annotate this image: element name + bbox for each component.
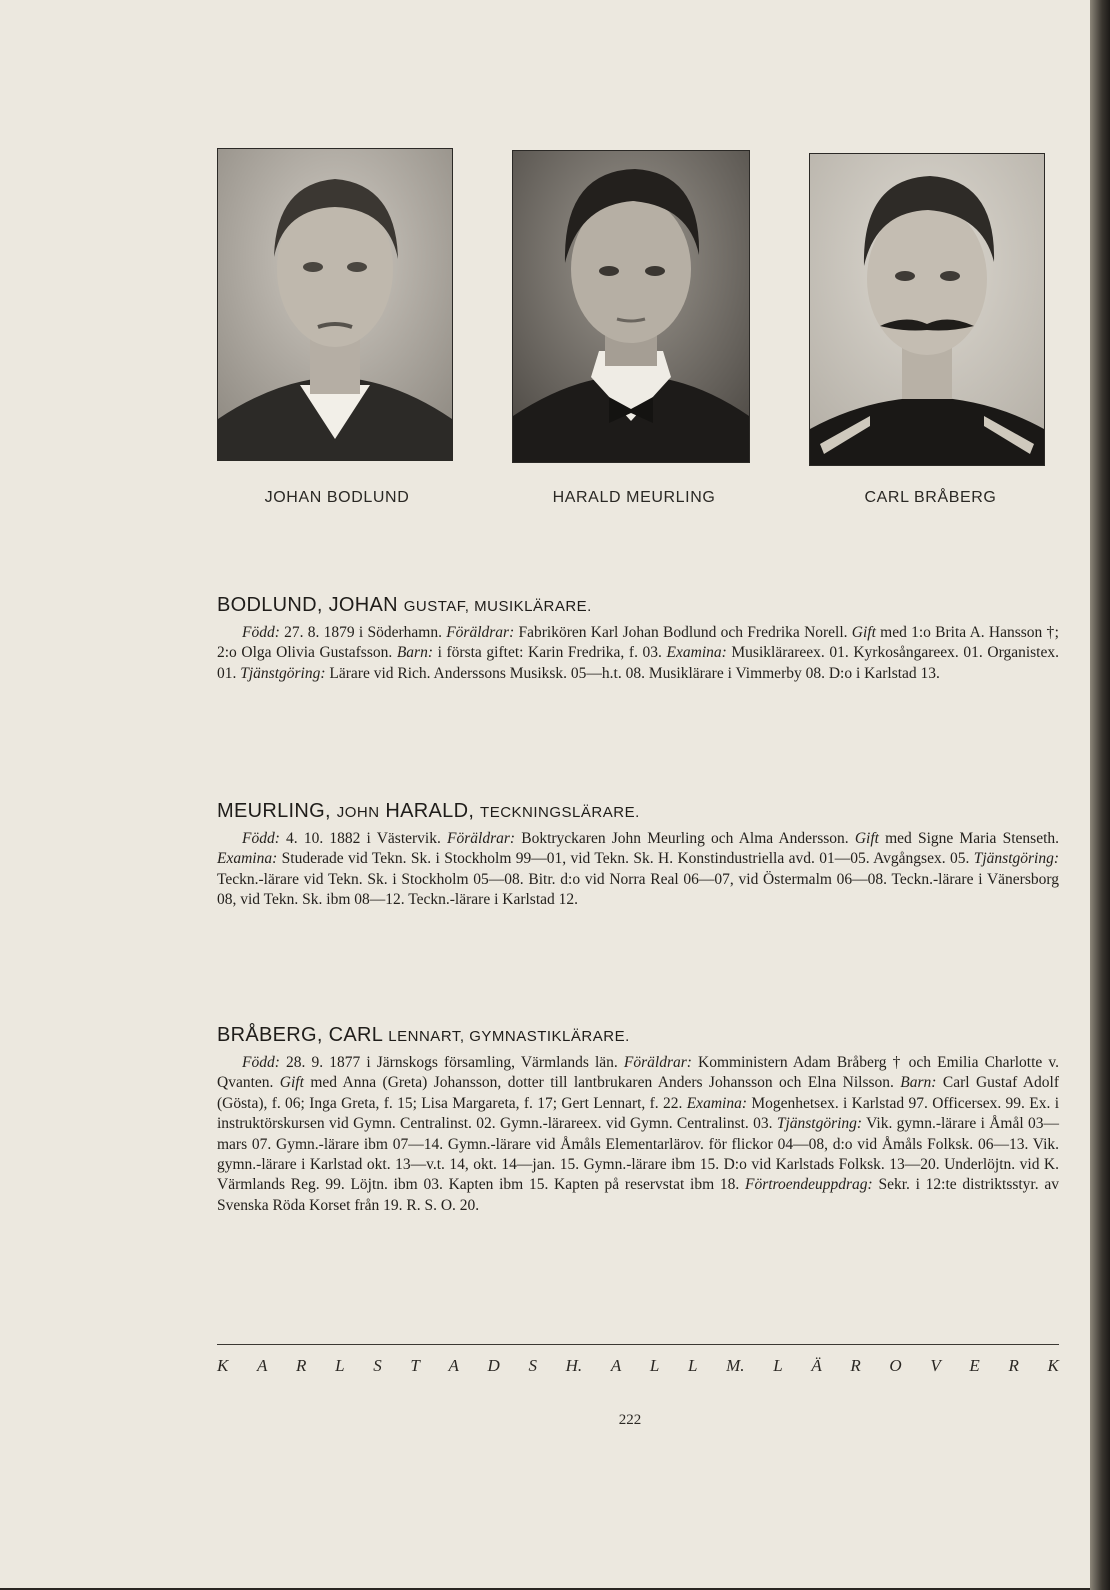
footer-letter: V [930, 1356, 941, 1375]
field-label: Examina: [686, 1094, 747, 1112]
field-label: Förtroendeuppdrag: [745, 1176, 873, 1194]
footer-letter: L [649, 1356, 660, 1375]
footer-letter: Ä [811, 1356, 822, 1375]
field-text: Carl Gustaf Adolf (Gösta), f. 06; Inga Greta, f. 15; Lisa Margareta, f. 17; Gert Lennart, f. 22. [217, 1074, 1059, 1112]
field-text: Teckn.-lärare vid Tekn. Sk. i Stockholm 05—08. Bitr. d:o vid Norra Real 06—07, vid Östermalm 06—08. Teckn.-lärare i Vänersborg 08, vid Tekn. Sk. ibm 08—12. Teckn.-lärare i Karlstad 12. [217, 870, 1059, 909]
portrait-photo-johan-bodlund [217, 148, 453, 461]
portrait-image [513, 151, 749, 462]
field-label: Föräldrar: [623, 1054, 692, 1071]
field-label: Född: [242, 830, 280, 847]
field-text: 28. 9. 1877 i Järnskogs församling, Värmlands län. [279, 1054, 624, 1071]
portrait-image [810, 154, 1044, 465]
field-text: Sekr. i 12:te distriktsstyr. av Svenska Röda Korset från 19. R. S. O. 20. [217, 1176, 1059, 1214]
footer-letter: H. [565, 1356, 583, 1375]
running-footer [217, 1356, 1059, 1376]
field-text: Fabrikören Karl Johan Bodlund och Fredrika Norell. [514, 624, 852, 641]
field-label: Barn: [900, 1074, 937, 1092]
entry-middle-name: JOHN [336, 804, 380, 821]
field-label: Tjänstgöring: [240, 664, 326, 682]
field-label: Föräldrar: [446, 624, 515, 641]
footer-letter: A [448, 1356, 459, 1375]
portrait-photo-carl-braberg [809, 153, 1045, 466]
entry-name: BODLUND, JOHAN [217, 594, 398, 616]
portrait-photo-harald-meurling [512, 150, 750, 463]
field-label: Gift [279, 1074, 304, 1092]
footer-letter: L [773, 1356, 783, 1375]
footer-letter: R [1008, 1356, 1019, 1375]
footer-letter: K [217, 1356, 229, 1375]
entry-body [217, 1053, 1059, 1216]
portrait-image [218, 149, 452, 460]
entry-given-name: HARALD, [385, 800, 475, 822]
field-text: Lärare vid Rich. Anderssons Musiksk. 05—h.t. 08. Musiklärare i Vimmerby 08. D:o i Karlstad 13. [325, 664, 940, 682]
footer-letter: R [850, 1356, 861, 1375]
field-text: Musiklärareex. 01. Kyrkosångareex. 01. Organistex. 01. [217, 644, 1059, 682]
footer-letter: L [335, 1356, 345, 1375]
footer-letter: T [410, 1356, 420, 1375]
footer-letter: R [296, 1356, 307, 1375]
footer-letter: A [610, 1356, 622, 1375]
footer-letter: S [528, 1356, 537, 1375]
field-label: Föräldrar: [447, 830, 516, 847]
field-text: 4. 10. 1882 i Västervik. [279, 830, 448, 847]
book-spine-shadow [1090, 0, 1110, 1590]
entry-heading [217, 1024, 1059, 1047]
footer-letter: O [889, 1356, 902, 1375]
entry-heading [217, 800, 1059, 823]
biography-entry-braberg [217, 1024, 1059, 1216]
field-label: Tjänstgöring: [973, 850, 1059, 868]
field-label: Gift [851, 624, 876, 641]
field-text: Studerade vid Tekn. Sk. i Stockholm 99—01, vid Tekn. Sk. H. Konstindustriella avd. 01—05. Avgångsex. 05. [277, 850, 974, 868]
entry-name: MEURLING, [217, 800, 331, 822]
footer-letter: D [487, 1356, 500, 1375]
footer-letter: S [373, 1356, 382, 1375]
field-label: Barn: [396, 644, 434, 662]
photo-caption: HARALD MEURLING [552, 489, 716, 506]
field-label: Tjänstgöring: [776, 1115, 863, 1133]
field-text: Komministern Adam Bråberg † och Emilia Charlotte v. Qvanten. [217, 1054, 1060, 1092]
field-label: Examina: [666, 644, 727, 662]
entry-heading [217, 594, 1059, 617]
field-text: Mogenhetsex. i Karlstad 97. Officersex. 99. Ex. i instruktörskursen vid Gymn. Centralinst. 02. Gymn.-lärareex. vid Gymn. Centralinst. 03. [217, 1094, 1059, 1133]
footer-letter: E [969, 1356, 980, 1375]
field-text: Boktryckaren John Meurling och Alma Andersson. [515, 830, 855, 847]
page-number: 222 [618, 1412, 642, 1428]
biography-entry-bodlund [217, 594, 1059, 684]
field-label: Examina: [217, 850, 278, 868]
footer-letter: M. [726, 1356, 745, 1375]
photo-caption: JOHAN BODLUND [264, 489, 410, 506]
field-label: Född: [242, 1054, 280, 1071]
entry-title: TECKNINGSLÄRARE. [480, 804, 640, 821]
footer-letter: L [688, 1356, 698, 1375]
footer-rule [217, 1344, 1059, 1345]
field-text: med Anna (Greta) Johansson, dotter till lantbrukaren Anders Johansson och Elna Nilsson. [303, 1074, 901, 1092]
field-label: Född: [242, 624, 280, 641]
photo-caption: CARL BRÅBERG [864, 489, 997, 506]
entry-body [217, 623, 1059, 684]
entry-title: GUSTAF, MUSIKLÄRARE. [403, 598, 592, 615]
biography-entry-meurling [217, 800, 1059, 911]
field-text: med 1:o Brita A. Hansson †; 2:o Olga Olivia Gustafsson. [217, 624, 1059, 662]
footer-letter: A [257, 1356, 268, 1375]
field-text: Vik. gymn.-lärare i Åmål 03—mars 07. Gymn.-lärare ibm 07—14. Gymn.-lärare vid Åmåls Elementarlärov. för flickor 04—08, d:o vid Åmåls Folksk. 06—13. Vik. gymn.-lärare i Karlstad okt. 13—v.t. 14, okt. 14—jan. 15. Gymn.-lärare ibm 15. D:o vid Karlstads Folksk. 13—20. Underlöjtn. vid K. Värmlands Reg. 99. Löjtn. ibm 03. Kapten ibm 15. Kapten på reservstat ibm 18. [217, 1115, 1059, 1194]
entry-name: BRÅBERG, CARL [217, 1024, 383, 1046]
field-text: 27. 8. 1879 i Söderhamn. [279, 624, 447, 641]
field-label: Gift [854, 830, 879, 847]
footer-letter: K [1047, 1356, 1059, 1375]
field-text: i första giftet: Karin Fredrika, f. 03. [433, 644, 667, 662]
field-text: med Signe Maria Stenseth. [878, 830, 1060, 847]
entry-body [217, 829, 1059, 911]
entry-title: LENNART, GYMNASTIKLÄRARE. [388, 1028, 630, 1045]
